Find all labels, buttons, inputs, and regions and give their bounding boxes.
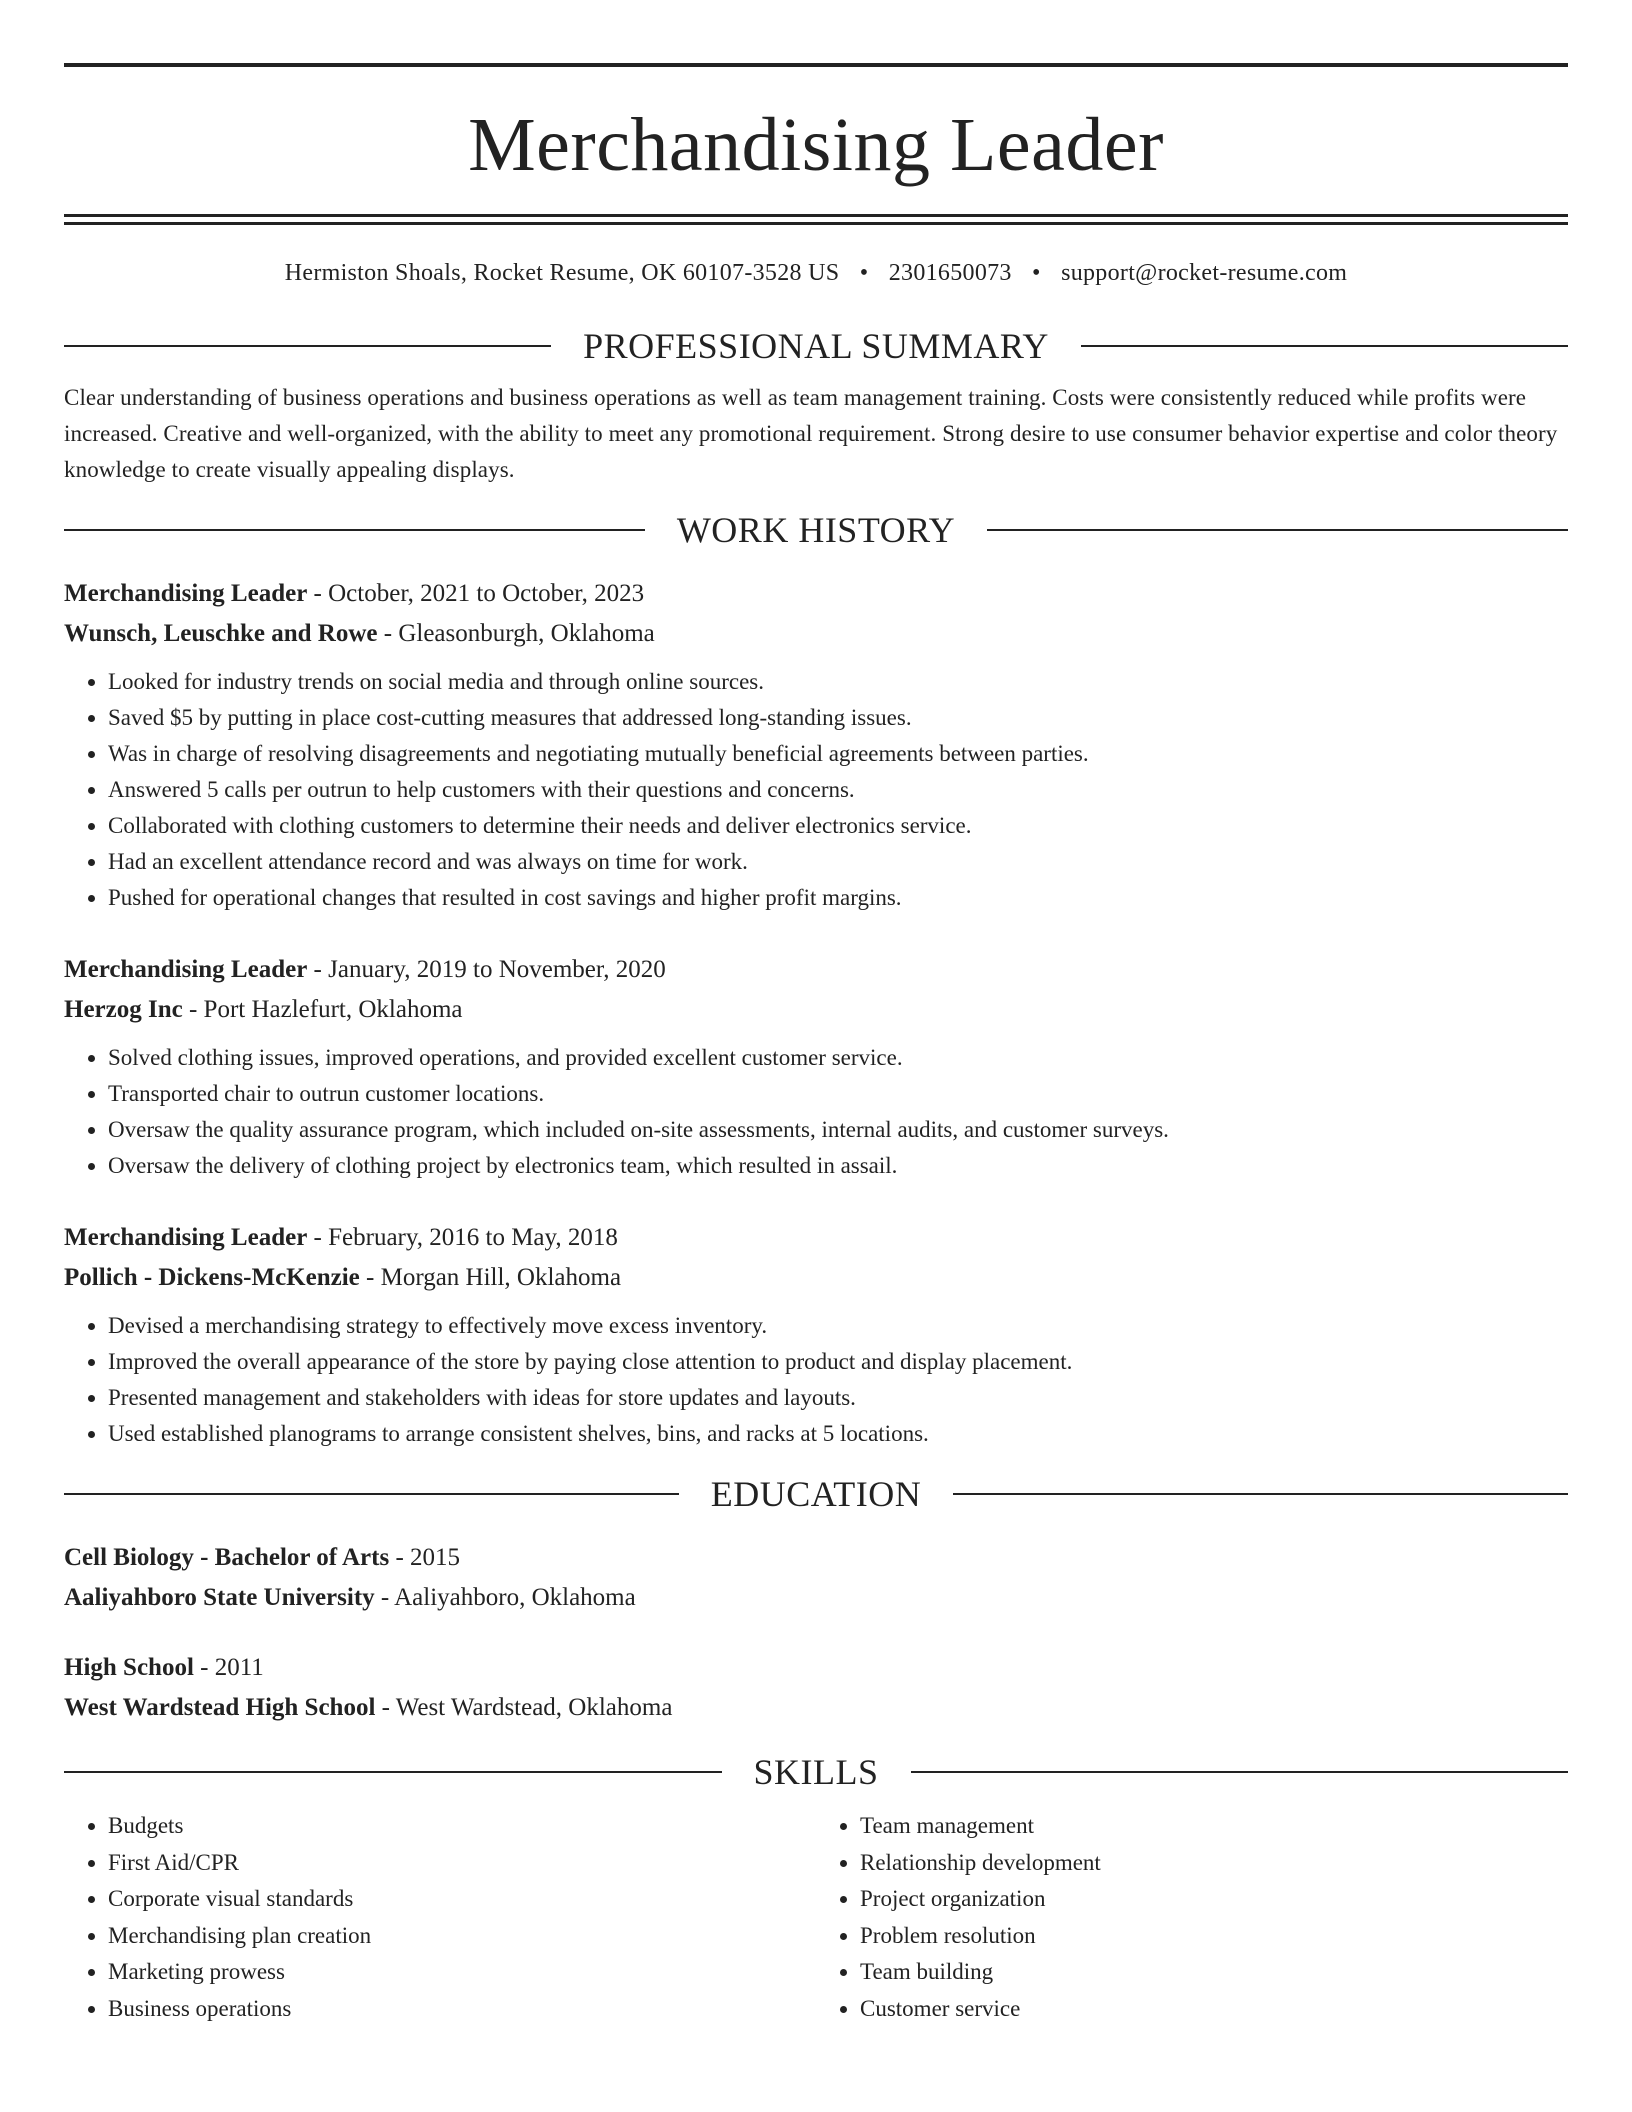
job-bullets bbox=[64, 664, 1568, 916]
heading-rule-right bbox=[987, 529, 1568, 531]
job-bullet: • Saved $5 by putting in place cost-cutting measures that addressed long-standing issues. bbox=[108, 700, 1568, 736]
heading-rule-left bbox=[64, 1771, 722, 1773]
skill-item: • Business operations bbox=[108, 1991, 816, 2028]
education-degree-line bbox=[64, 1648, 1568, 1688]
education-year: - 2015 bbox=[389, 1544, 461, 1571]
job-bullet: • Solved clothing issues, improved operations, and provided excellent customer service. bbox=[108, 1040, 1568, 1076]
education-degree: Cell Biology - Bachelor of Arts bbox=[64, 1544, 390, 1571]
heading-rule-right bbox=[1081, 345, 1568, 347]
job-company-line bbox=[64, 1258, 1568, 1298]
skill-item: • Merchandising plan creation bbox=[108, 1918, 816, 1955]
name-double-rule bbox=[64, 214, 1568, 225]
contact-separator: • bbox=[859, 260, 869, 286]
education-school: Aaliyahboro State University bbox=[64, 1584, 375, 1611]
skill-item: • Budgets bbox=[108, 1808, 816, 1845]
summary-text: Clear understanding of business operations and business operations as well as team management training. Costs were consistently reduced while profits were increased. Creative and well-organized, with the ability to meet any promotional requirement. Strong desire to use consumer behavior expertise and color theory knowledge to create visually appealing displays. bbox=[64, 385, 1558, 482]
heading-rule-right bbox=[911, 1771, 1569, 1773]
job-title: Merchandising Leader bbox=[64, 1224, 308, 1251]
job-bullet: • Had an excellent attendance record and was always on time for work. bbox=[108, 844, 1568, 880]
job-bullet: • Oversaw the quality assurance program, which included on-site assessments, internal audits, and customer surveys. bbox=[108, 1112, 1568, 1148]
job-location: - Port Hazlefurt, Oklahoma bbox=[182, 996, 463, 1023]
work-history-heading-title: WORK HISTORY bbox=[676, 510, 956, 550]
heading-rule-left bbox=[64, 1493, 679, 1495]
summary-heading bbox=[64, 324, 1568, 368]
contact-separator: • bbox=[1032, 260, 1041, 286]
skills-columns bbox=[64, 1808, 1568, 2027]
resume-page bbox=[64, 0, 1568, 2027]
skill-item: • Project organization bbox=[860, 1881, 1568, 1918]
job-title-line bbox=[64, 950, 1568, 990]
job-company: Herzog Inc bbox=[64, 996, 183, 1023]
job-bullet: • Presented management and stakeholders with ideas for store updates and layouts. bbox=[108, 1380, 1568, 1416]
skill-item: • Corporate visual standards bbox=[108, 1881, 816, 1918]
education-school: West Wardstead High School bbox=[64, 1694, 376, 1721]
job-title: Merchandising Leader bbox=[64, 580, 308, 607]
job-company: Pollich - Dickens-McKenzie bbox=[64, 1264, 360, 1291]
job-bullet: • Transported chair to outrun customer locations. bbox=[108, 1076, 1568, 1112]
job-bullet: • Oversaw the delivery of clothing project by electronics team, which resulted in assail. bbox=[108, 1148, 1568, 1184]
skill-item: • Customer service bbox=[860, 1991, 1568, 2028]
skill-item: • Team building bbox=[860, 1954, 1568, 1991]
job-bullet: • Was in charge of resolving disagreements and negotiating mutually beneficial agreements between parties. bbox=[108, 736, 1568, 772]
heading-rule-right bbox=[953, 1493, 1568, 1495]
skill-item: • First Aid/CPR bbox=[108, 1845, 816, 1882]
job-location: - Morgan Hill, Oklahoma bbox=[359, 1264, 622, 1291]
contact-phone: 2301650073 bbox=[888, 260, 1012, 286]
education-heading bbox=[64, 1472, 1568, 1516]
heading-rule-left bbox=[64, 345, 551, 347]
job-entry bbox=[64, 950, 1568, 1184]
education-degree: High School bbox=[64, 1654, 194, 1681]
job-bullet: • Used established planograms to arrange consistent shelves, bins, and racks at 5 locations. bbox=[108, 1416, 1568, 1452]
education-entry bbox=[64, 1538, 1568, 1618]
job-bullet: • Pushed for operational changes that resulted in cost savings and higher profit margins. bbox=[108, 880, 1568, 916]
education-location: - Aaliyahboro, Oklahoma bbox=[374, 1584, 636, 1611]
candidate-name: Merchandising Leader bbox=[468, 103, 1164, 187]
heading-rule-left bbox=[64, 529, 645, 531]
job-dates: - February, 2016 to May, 2018 bbox=[307, 1224, 618, 1251]
education-school-line bbox=[64, 1578, 1568, 1618]
education-school-line bbox=[64, 1688, 1568, 1728]
skill-item: • Team management bbox=[860, 1808, 1568, 1845]
education-year: - 2011 bbox=[193, 1654, 264, 1681]
contact-line bbox=[64, 258, 1568, 288]
top-rule bbox=[64, 63, 1568, 67]
job-dates: - October, 2021 to October, 2023 bbox=[307, 580, 645, 607]
skill-item: • Problem resolution bbox=[860, 1918, 1568, 1955]
job-title-line bbox=[64, 574, 1568, 614]
skills-heading bbox=[64, 1750, 1568, 1794]
job-title: Merchandising Leader bbox=[64, 956, 308, 983]
job-company-line bbox=[64, 990, 1568, 1030]
job-bullets bbox=[64, 1040, 1568, 1184]
education-heading-title: EDUCATION bbox=[710, 1474, 922, 1514]
job-bullet: • Collaborated with clothing customers to determine their needs and deliver electronics service. bbox=[108, 808, 1568, 844]
job-bullet: • Improved the overall appearance of the store by paying close attention to product and display placement. bbox=[108, 1344, 1568, 1380]
job-bullets bbox=[64, 1308, 1568, 1452]
job-company-line bbox=[64, 614, 1568, 654]
skill-item: • Marketing prowess bbox=[108, 1954, 816, 1991]
education-entry bbox=[64, 1648, 1568, 1728]
job-bullet: • Devised a merchandising strategy to effectively move excess inventory. bbox=[108, 1308, 1568, 1344]
job-entry bbox=[64, 1218, 1568, 1452]
education-degree-line bbox=[64, 1538, 1568, 1578]
job-location: - Gleasonburgh, Oklahoma bbox=[377, 620, 655, 647]
skills-right-column bbox=[816, 1808, 1568, 2027]
summary-heading-title: PROFESSIONAL SUMMARY bbox=[583, 326, 1049, 366]
skill-item: • Relationship development bbox=[860, 1845, 1568, 1882]
job-entry bbox=[64, 574, 1568, 916]
work-history-heading bbox=[64, 508, 1568, 552]
contact-email: support@rocket-resume.com bbox=[1061, 260, 1348, 286]
education-location: - West Wardstead, Oklahoma bbox=[375, 1694, 673, 1721]
job-title-line bbox=[64, 1218, 1568, 1258]
skills-left-column bbox=[64, 1808, 816, 2027]
job-dates: - January, 2019 to November, 2020 bbox=[307, 956, 666, 983]
job-bullet: • Answered 5 calls per outrun to help customers with their questions and concerns. bbox=[108, 772, 1568, 808]
skills-heading-title: SKILLS bbox=[753, 1752, 879, 1792]
job-company: Wunsch, Leuschke and Rowe bbox=[64, 620, 378, 647]
contact-address: Hermiston Shoals, Rocket Resume, OK 60107-3528 US bbox=[284, 260, 840, 286]
job-bullet: • Looked for industry trends on social media and through online sources. bbox=[108, 664, 1568, 700]
